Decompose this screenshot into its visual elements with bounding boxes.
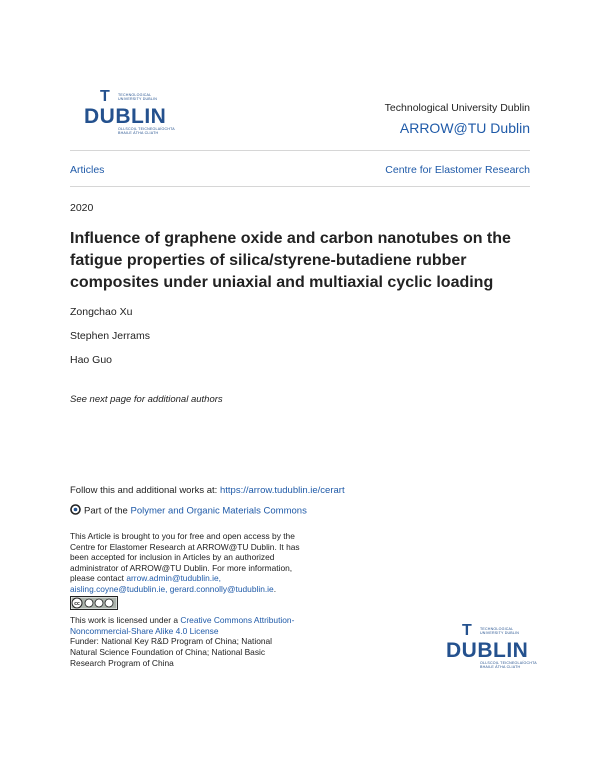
logo-word: DUBLIN — [446, 639, 529, 662]
funder-statement: Funder: National Key R&D Program of China; National Natural Science Foundation of China; National Basic Research Program of China — [70, 636, 273, 668]
nav-divider — [70, 186, 530, 187]
centre-link[interactable]: Centre for Elastomer Research — [385, 164, 530, 176]
article-title: Influence of graphene oxide and carbon nanotubes on the fatigue properties of silica/styrene-butadiene rubber composites under uniaxial and multiaxial cyclic loading — [70, 230, 511, 291]
access-end: . — [273, 583, 277, 594]
cc-badge — [70, 596, 300, 613]
institution-name: Technological University Dublin — [384, 102, 530, 114]
access-text: This Article is brought to you for free and open access by the Centre for Elastomer Research at ARROW@TU Dublin. It has been accepted for inclusion in Articles by an authorized administrator of ARROW@TU Dublin. For more information, please contact — [70, 531, 300, 584]
logo-small-text-right: OLLSCOIL TEICNEOLAÍOCHTA BHAILE ÁTHA CLIATH — [480, 661, 537, 670]
network-icon — [70, 504, 81, 518]
logo-small-text: TECHNOLOGICAL UNIVERSITY DUBLIN — [480, 627, 520, 636]
see-next-page-note: See next page for additional authors — [70, 394, 223, 405]
repository-link[interactable]: ARROW@TU Dublin — [399, 120, 530, 136]
svg-text:cc: cc — [74, 600, 80, 607]
follow-prefix: Follow this and additional works at: — [70, 485, 220, 496]
tu-dublin-logo-bottom — [446, 622, 537, 671]
follow-url-link[interactable]: https://arrow.tudublin.ie/cerart — [219, 485, 345, 496]
follow-line — [70, 485, 345, 496]
part-of-line — [70, 504, 307, 518]
logo-small-text-right: OLLSCOIL TEICNEOLAÍOCHTA BHAILE ÁTHA CLIATH — [118, 127, 175, 136]
author-2: Stephen Jerrams — [70, 330, 150, 342]
access-statement — [70, 531, 300, 595]
header-divider — [70, 150, 530, 151]
part-of-prefix: Part of the — [84, 505, 131, 517]
logo-letter-t: T — [100, 88, 110, 105]
logo-letter-t: T — [462, 622, 472, 639]
polymer-commons-link[interactable]: Polymer and Organic Materials Commons — [130, 505, 307, 517]
author-1: Zongchao Xu — [70, 306, 133, 318]
contact-emails[interactable]: arrow.admin@tudublin.ie, aisling.coyne@tudublin.ie, gerard.connolly@tudublin.ie — [70, 573, 274, 594]
license-prefix: This work is licensed under a — [70, 615, 181, 626]
logo-small-text: TECHNOLOGICAL UNIVERSITY DUBLIN — [118, 93, 158, 102]
logo-word: DUBLIN — [84, 105, 167, 128]
cc-license-icon — [70, 596, 118, 610]
license-link[interactable]: Creative Commons Attribution-Noncommercial-Share Alike 4.0 License — [70, 615, 295, 636]
tu-dublin-logo-top — [84, 88, 175, 137]
publication-year: 2020 — [70, 202, 94, 214]
author-3: Hao Guo — [70, 354, 113, 366]
articles-link[interactable]: Articles — [70, 164, 105, 176]
license-statement — [70, 615, 300, 636]
info-block — [70, 531, 300, 668]
